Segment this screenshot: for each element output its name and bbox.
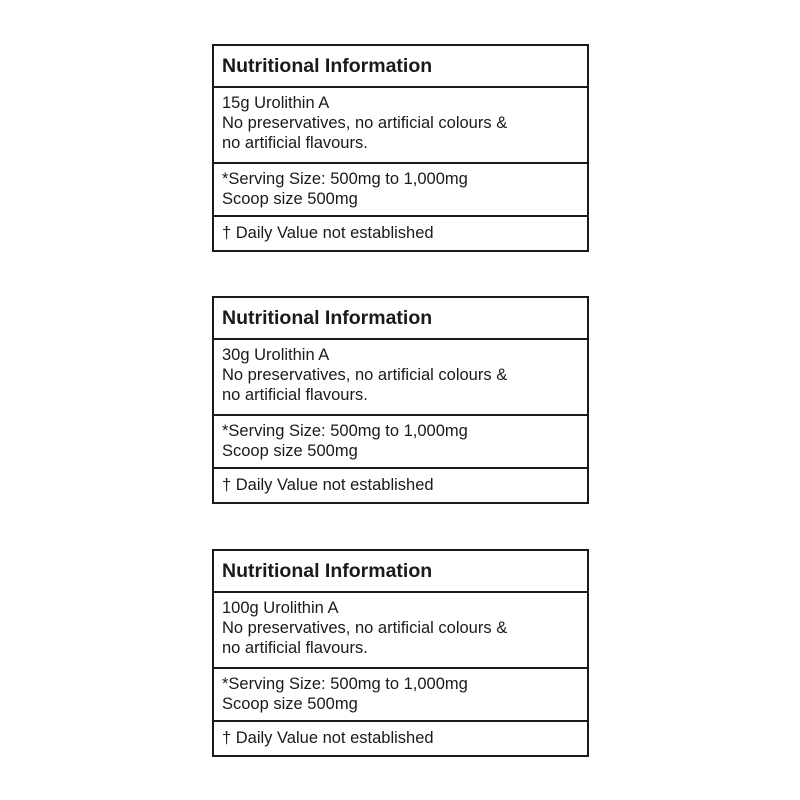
description-line-2: no artificial flavours.: [222, 134, 368, 152]
description-line-2: no artificial flavours.: [222, 639, 368, 657]
serving-info: [214, 414, 587, 467]
scoop-size-text: Scoop size 500mg: [222, 442, 358, 460]
description-line-1: No preservatives, no artificial colours &: [222, 114, 508, 132]
amount-text: 30g Urolithin A: [222, 346, 330, 364]
scoop-size-text: Scoop size 500mg: [222, 190, 358, 208]
serving-size-text: *Serving Size: 500mg to 1,000mg: [222, 422, 468, 440]
amount-text: 15g Urolithin A: [222, 94, 330, 112]
description-line-2: no artificial flavours.: [222, 386, 368, 404]
serving-info: [214, 162, 587, 215]
scoop-size-text: Scoop size 500mg: [222, 695, 358, 713]
product-description: [214, 338, 587, 414]
panel-title: Nutritional Information: [222, 560, 433, 582]
daily-value-note: † Daily Value not established: [214, 215, 587, 250]
panel-title: Nutritional Information: [222, 55, 433, 77]
nutrition-panel-100g: [212, 549, 589, 757]
serving-size-text: *Serving Size: 500mg to 1,000mg: [222, 170, 468, 188]
product-description: [214, 591, 587, 667]
amount-text: 100g Urolithin A: [222, 599, 339, 617]
daily-value-note: † Daily Value not established: [214, 720, 587, 755]
panel-title: Nutritional Information: [222, 307, 433, 329]
description-line-1: No preservatives, no artificial colours &: [222, 619, 508, 637]
daily-value-note: † Daily Value not established: [214, 467, 587, 502]
serving-info: [214, 667, 587, 720]
serving-size-text: *Serving Size: 500mg to 1,000mg: [222, 675, 468, 693]
nutrition-panel-15g: [212, 44, 589, 252]
product-description: [214, 86, 587, 162]
nutrition-panel-30g: [212, 296, 589, 504]
description-line-1: No preservatives, no artificial colours &: [222, 366, 508, 384]
